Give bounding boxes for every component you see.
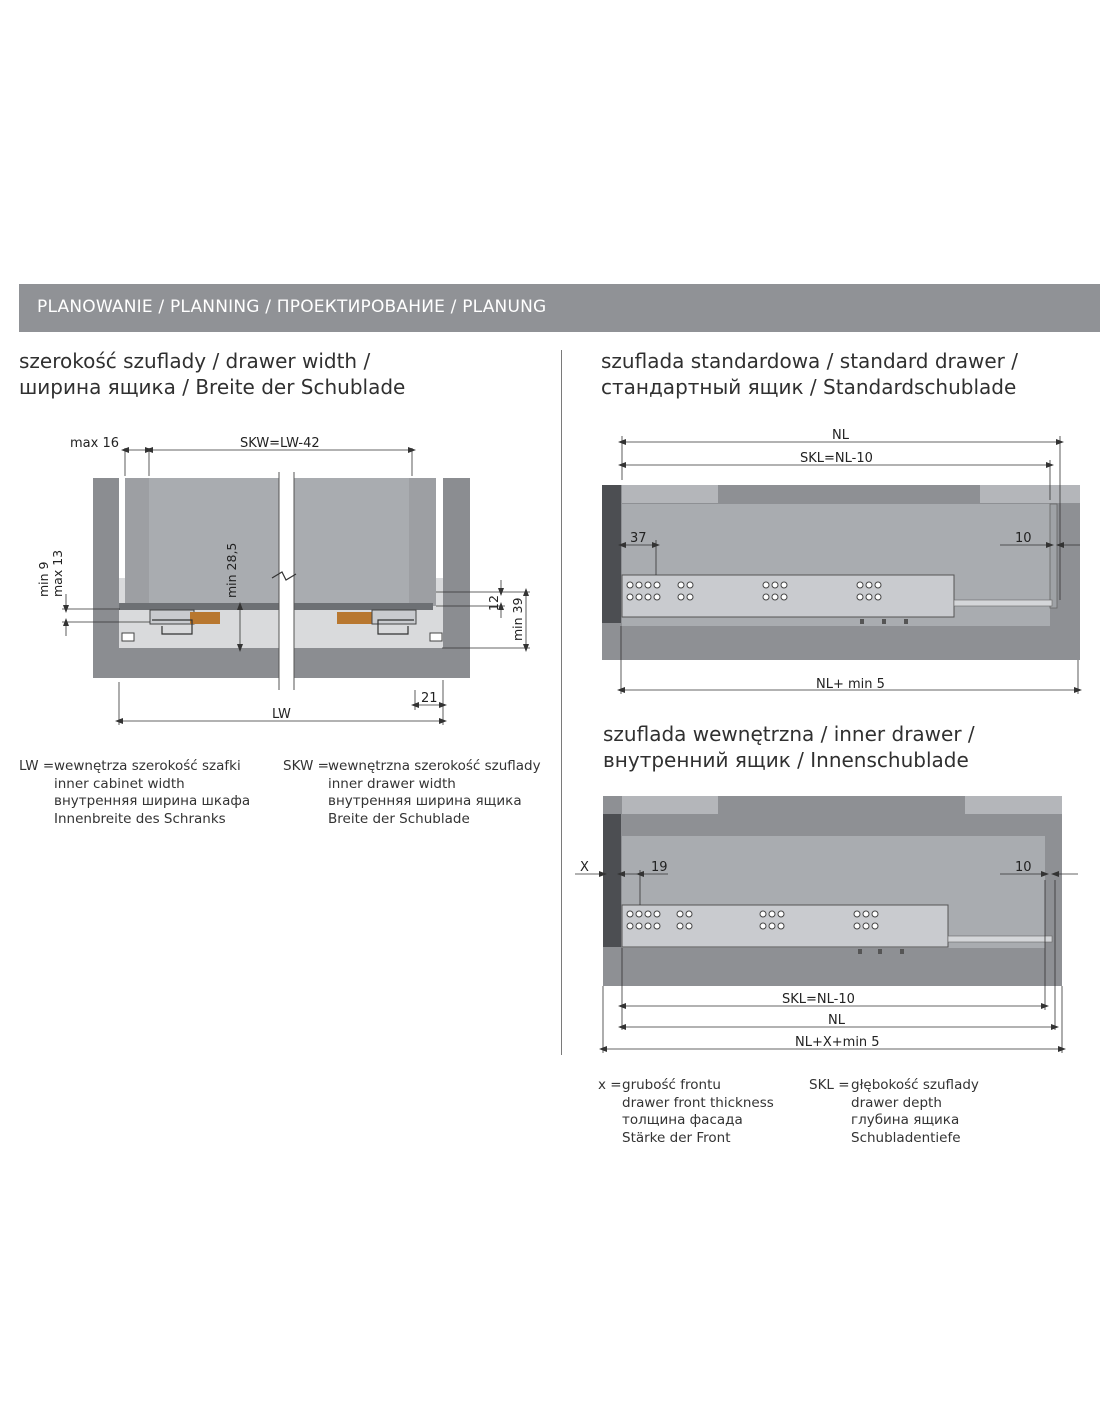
dim-max13-label: max 13: [50, 549, 65, 597]
dim-21-label: 21: [421, 691, 438, 706]
dim-10-label: 10: [1015, 860, 1032, 875]
dim-x-label: X: [580, 860, 589, 875]
runner-extension: [948, 936, 1052, 942]
drawer-front: [603, 814, 621, 947]
dim-10-label: 10: [1015, 531, 1032, 546]
standard-drawer-title-line1: szuflada standardowa / standard drawer /: [601, 349, 1018, 373]
legend-skw-line: внутренняя ширина ящика: [328, 793, 522, 809]
legend-skw: [283, 758, 541, 828]
runner-profile: [622, 575, 954, 617]
runner-left: [150, 610, 194, 624]
drawer-front: [602, 485, 621, 623]
legend-x-line: Stärke der Front: [622, 1129, 731, 1146]
dim-lw-label: LW: [272, 707, 291, 722]
legend-lw-line: inner cabinet width: [54, 775, 185, 792]
drawer-width-diagram: [0, 420, 560, 740]
legend-skw-key: SKW =: [283, 758, 329, 774]
top-rail-right: [980, 485, 1080, 503]
dim-12-label: 12: [486, 595, 501, 611]
legend-skl-line: głębokość szuflady: [851, 1077, 979, 1093]
inner-drawer-heading: [603, 721, 975, 773]
inner-drawer-diagram: [570, 790, 1100, 1060]
top-rail-left: [622, 796, 718, 814]
section-divider: [561, 350, 562, 1055]
inner-drawer-title-line2: внутренний ящик / Innenschublade: [603, 748, 969, 772]
legend-lw-line: Innenbreite des Schranks: [54, 810, 226, 827]
dim-nl-label: NL: [828, 1013, 845, 1028]
legend-skw-line: Breite der Schublade: [328, 810, 470, 827]
dim-skl-label: SKL=NL-10: [800, 451, 873, 466]
drawer-width-title-line1: szerokość szuflady / drawer width /: [19, 349, 371, 373]
drawer-left-side: [125, 478, 149, 606]
dim-min285-label: min 28,5: [224, 542, 239, 598]
drawer-right-side: [409, 478, 436, 606]
dim-nl-min5-label: NL+ min 5: [816, 677, 885, 692]
legend-x: [598, 1077, 774, 1147]
drawer-width-title-line2: ширина ящика / Breite der Schublade: [19, 375, 406, 399]
legend-lw-line: wewnętrza szerokość szafki: [54, 758, 241, 774]
dim-19-label: 19: [651, 860, 668, 875]
legend-skl-line: глубина ящика: [851, 1112, 960, 1128]
wood-block-left: [190, 612, 220, 624]
legend-skw-line: inner drawer width: [328, 775, 456, 792]
top-rail-right: [965, 796, 1062, 814]
planning-banner: [19, 284, 1100, 332]
clip-left: [122, 633, 134, 641]
legend-skl: [809, 1077, 979, 1147]
clip-right: [430, 633, 442, 641]
runner-extension: [954, 600, 1052, 606]
standard-drawer-heading: [601, 348, 1018, 400]
legend-x-line: grubość frontu: [622, 1077, 721, 1093]
banner-title: PLANOWANIE / PLANNING / ПРОЕКТИРОВАНИЕ / PLANUNG: [37, 297, 547, 317]
wood-block-right: [337, 612, 377, 624]
inner-drawer-title-line1: szuflada wewnętrzna / inner drawer /: [603, 722, 975, 746]
drawer-width-heading: [19, 348, 405, 400]
rear-bracket: [1050, 504, 1057, 608]
legend-x-line: drawer front thickness: [622, 1094, 774, 1111]
legend-skw-line: wewnętrzna szerokość szuflady: [328, 758, 541, 774]
standard-drawer-title-line2: стандартный ящик / Standardschublade: [601, 375, 1017, 399]
legend-skl-line: drawer depth: [851, 1094, 942, 1111]
top-rail-left: [622, 485, 718, 503]
dim-nlx-label: NL+X+min 5: [795, 1035, 880, 1050]
dim-min9-label: min 9: [36, 561, 51, 597]
runner-profile: [622, 905, 948, 947]
legend-skl-line: Schubladentiefe: [851, 1129, 961, 1146]
dim-37-label: 37: [630, 531, 647, 546]
legend-lw: [19, 758, 250, 828]
dim-min39-label: min 39: [510, 597, 525, 641]
drawer-bottom-panel: [119, 603, 433, 610]
dim-max16-label: max 16: [70, 436, 119, 451]
legend-skl-key: SKL =: [809, 1077, 850, 1093]
dim-nl-label: NL: [832, 428, 849, 443]
dim-skl-label: SKL=NL-10: [782, 992, 855, 1007]
legend-lw-key: LW =: [19, 758, 55, 774]
legend-x-key: x =: [598, 1077, 622, 1093]
standard-drawer-diagram: [590, 420, 1100, 700]
dim-skw-label: SKW=LW-42: [240, 436, 320, 451]
legend-x-line: толщина фасада: [622, 1112, 743, 1128]
legend-lw-line: внутренняя ширина шкафа: [54, 793, 251, 809]
